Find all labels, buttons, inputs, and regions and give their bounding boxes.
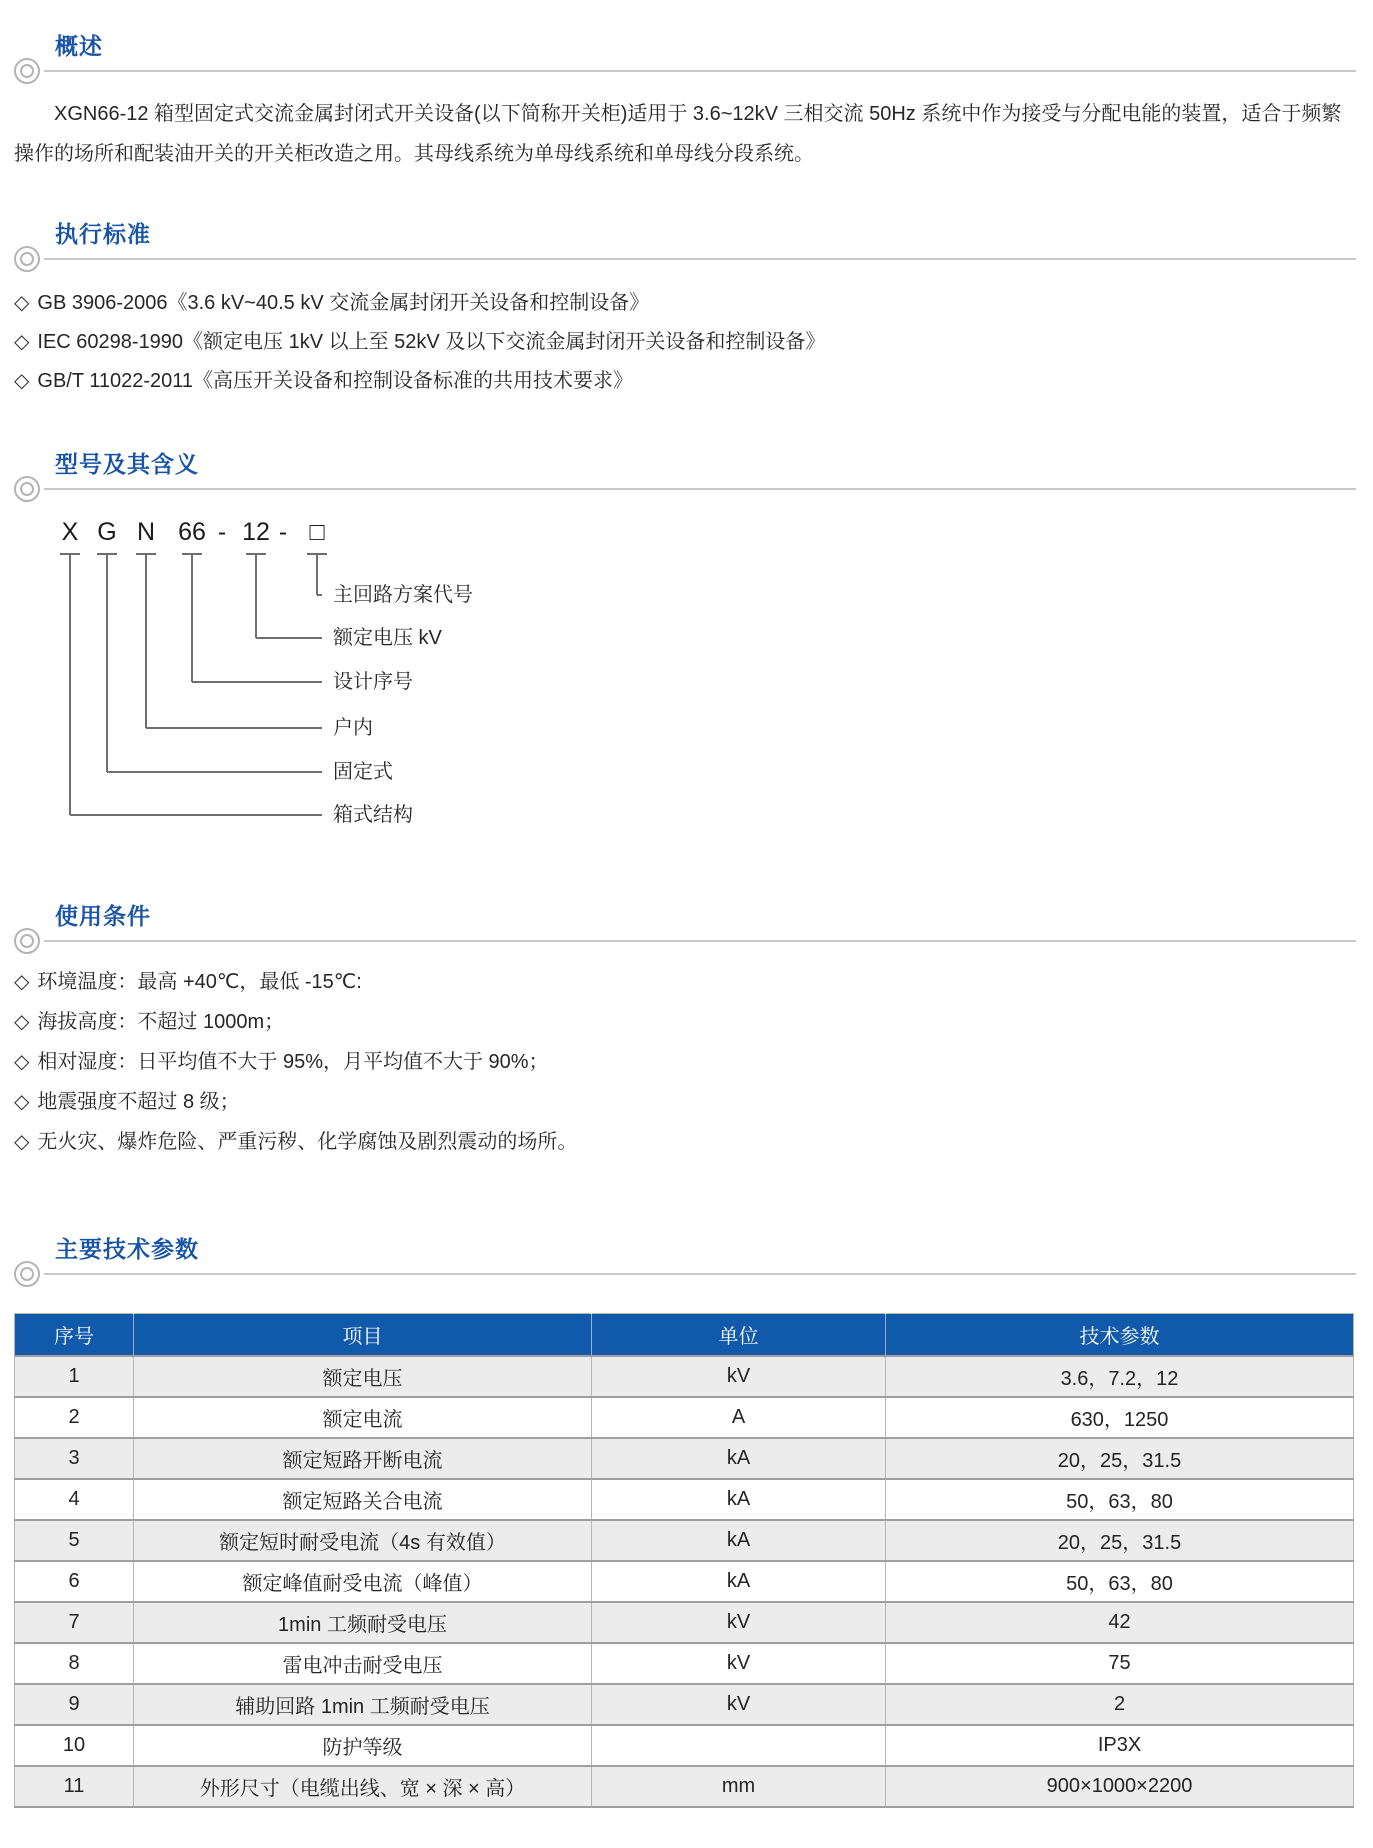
model-label: 额定电压 kV: [333, 627, 442, 649]
cell-unit: mm: [592, 1766, 886, 1807]
cell-unit: kV: [592, 1643, 886, 1684]
header-cell-unit: 单位: [592, 1314, 886, 1357]
cell-index: 5: [68, 1529, 80, 1551]
usage-item-text: 地震强度不超过 8 级；: [37, 1091, 240, 1113]
header-cell-index: 序号: [15, 1314, 134, 1357]
section-rule: [44, 488, 1356, 490]
cell-unit: kA: [592, 1520, 886, 1561]
section-parameters: [0, 1233, 1373, 1808]
diamond-bullet-icon: ◇: [14, 1011, 30, 1033]
diamond-bullet-icon: ◇: [14, 370, 30, 392]
cell-index: 3: [68, 1447, 80, 1469]
section-rule: [44, 1273, 1356, 1275]
usage-conditions-list: [14, 962, 1356, 1162]
cell-unit: kV: [592, 1602, 886, 1643]
cell-unit: kV: [592, 1356, 886, 1397]
model-code-char: 12: [242, 518, 270, 546]
model-label: 主回路方案代号: [333, 584, 473, 606]
cell-value: 900×1000×2200: [886, 1766, 1354, 1807]
standards-item-text: GB 3906-2006《3.6 kV~40.5 kV 交流金属封闭开关设备和控制设备》: [37, 292, 650, 314]
cell-index: 4: [68, 1488, 80, 1510]
usage-list-item: [14, 1002, 1356, 1042]
cell-index: 2: [68, 1406, 80, 1428]
model-code-char: -: [217, 518, 227, 546]
usage-item-text: 相对湿度：日平均值不大于 95%，月平均值不大于 90%；: [37, 1051, 549, 1073]
usage-item-text: 环境温度：最高 +40℃，最低 -15℃:: [37, 971, 362, 993]
diamond-bullet-icon: ◇: [14, 1051, 30, 1073]
cell-index: 11: [63, 1775, 85, 1797]
cell-unit: kA: [592, 1479, 886, 1520]
ring-icon: [14, 1261, 40, 1287]
cell-item: 额定电压: [134, 1356, 592, 1397]
parameters-table-head: [15, 1314, 1354, 1357]
section-rule: [44, 70, 1356, 72]
cell-index: 1: [68, 1365, 80, 1387]
connector-lines: [0, 518, 1000, 848]
model-label: 固定式: [333, 761, 393, 783]
section-overview: [0, 30, 1373, 174]
standards-list-item: [14, 284, 1356, 323]
overview-paragraph: XGN66-12 箱型固定式交流金属封闭式开关设备(以下简称开关柜)适用于 3.6~12kV 三相交流 50Hz 系统中作为接受与分配电能的装置，适合于频繁操作的场所和配装油开关的开关柜改造之用。其母线系统为单母线系统和单母线分段系统。: [14, 103, 1342, 165]
table-row: [15, 1725, 1354, 1766]
ring-icon: [14, 58, 40, 84]
model-code-diagram: [0, 518, 1373, 848]
table-header-row: [15, 1314, 1354, 1357]
section-rule: [44, 258, 1356, 260]
cell-value: 50，63，80: [886, 1479, 1354, 1520]
table-row: [15, 1766, 1354, 1807]
section-rule: [44, 940, 1356, 942]
cell-unit: A: [592, 1397, 886, 1438]
ring-icon: [14, 928, 40, 954]
cell-item: 额定短路开断电流: [134, 1438, 592, 1479]
cell-value: 75: [886, 1643, 1354, 1684]
cell-item: 防护等级: [134, 1725, 592, 1766]
model-code-char: X: [61, 518, 79, 546]
ring-icon: [14, 476, 40, 502]
cell-value: 630，1250: [886, 1397, 1354, 1438]
section-title-overview: 概述: [55, 33, 103, 59]
usage-item-text: 无火灾、爆炸危险、严重污秽、化学腐蚀及剧烈震动的场所。: [37, 1131, 578, 1153]
cell-unit: kA: [592, 1438, 886, 1479]
table-row: [15, 1684, 1354, 1725]
cell-item: 雷电冲击耐受电压: [134, 1643, 592, 1684]
cell-item: 辅助回路 1min 工频耐受电压: [134, 1684, 592, 1725]
diamond-bullet-icon: ◇: [14, 1131, 30, 1153]
table-row: [15, 1643, 1354, 1684]
table-row: [15, 1602, 1354, 1643]
model-code-char: G: [97, 518, 117, 546]
cell-value: 50，63，80: [886, 1561, 1354, 1602]
cell-unit: kA: [592, 1561, 886, 1602]
table-row: [15, 1561, 1354, 1602]
cell-index: 7: [68, 1611, 80, 1633]
ring-icon: [14, 246, 40, 272]
table-row: [15, 1520, 1354, 1561]
cell-item: 额定峰值耐受电流（峰值）: [134, 1561, 592, 1602]
model-code-char: -: [278, 518, 288, 546]
section-title-usage: 使用条件: [55, 903, 151, 929]
table-row: [15, 1438, 1354, 1479]
diamond-bullet-icon: ◇: [14, 971, 30, 993]
usage-list-item: [14, 1042, 1356, 1082]
cell-item: 额定电流: [134, 1397, 592, 1438]
cell-index: 8: [68, 1652, 80, 1674]
cell-item: 额定短时耐受电流（4s 有效值）: [134, 1520, 592, 1561]
section-model: [0, 448, 1373, 848]
cell-index: 6: [68, 1570, 80, 1592]
cell-value: 2: [886, 1684, 1354, 1725]
header-cell-value: 技术参数: [886, 1314, 1354, 1357]
diamond-bullet-icon: ◇: [14, 331, 30, 353]
cell-item: 额定短路关合电流: [134, 1479, 592, 1520]
cell-value: 42: [886, 1602, 1354, 1643]
section-title-standards: 执行标准: [55, 221, 151, 247]
cell-value: 20，25，31.5: [886, 1438, 1354, 1479]
model-code-char: □: [309, 518, 325, 546]
standards-item-text: GB/T 11022-2011《高压开关设备和控制设备标准的共用技术要求》: [37, 370, 634, 392]
usage-list-item: [14, 1122, 1356, 1162]
header-cell-item: 项目: [134, 1314, 592, 1357]
standards-item-text: IEC 60298-1990《额定电压 1kV 以上至 52kV 及以下交流金属封闭开关设备和控制设备》: [37, 331, 826, 353]
cell-value: 20，25，31.5: [886, 1520, 1354, 1561]
cell-unit: kV: [592, 1684, 886, 1725]
cell-index: 9: [68, 1693, 80, 1715]
cell-index: 10: [62, 1734, 86, 1756]
table-row: [15, 1356, 1354, 1397]
model-code-char: N: [136, 518, 156, 546]
section-usage: [0, 900, 1373, 1162]
model-label: 箱式结构: [333, 804, 413, 826]
diamond-bullet-icon: ◇: [14, 1091, 30, 1113]
section-title-parameters: 主要技术参数: [55, 1236, 199, 1262]
section-standards: [0, 218, 1373, 401]
cell-unit: [592, 1725, 886, 1766]
cell-value: IP3X: [886, 1725, 1354, 1766]
standards-list-item: [14, 323, 1356, 362]
parameters-table-body: [15, 1356, 1354, 1807]
cell-value: 3.6，7.2，12: [886, 1356, 1354, 1397]
usage-list-item: [14, 962, 1356, 1002]
model-label: 设计序号: [333, 671, 413, 693]
cell-item: 外形尺寸（电缆出线、宽 × 深 × 高）: [134, 1766, 592, 1807]
standards-list-item: [14, 362, 1356, 401]
table-row: [15, 1479, 1354, 1520]
parameters-table: [14, 1313, 1354, 1808]
model-code-char: 66: [178, 518, 206, 546]
usage-list-item: [14, 1082, 1356, 1122]
cell-item: 1min 工频耐受电压: [134, 1602, 592, 1643]
section-title-model: 型号及其含义: [55, 451, 199, 477]
standards-list: [14, 284, 1356, 401]
model-label: 户内: [333, 717, 373, 739]
table-row: [15, 1397, 1354, 1438]
usage-item-text: 海拔高度：不超过 1000m；: [37, 1011, 285, 1033]
diamond-bullet-icon: ◇: [14, 292, 30, 314]
